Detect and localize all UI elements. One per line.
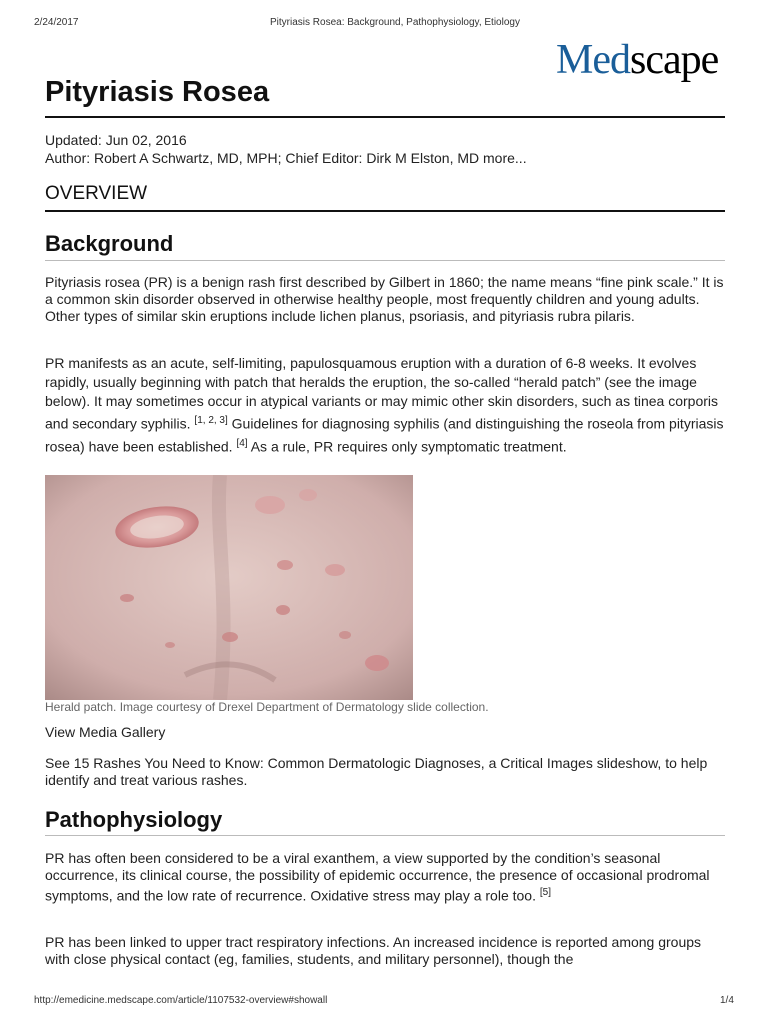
- background-paragraph-2: [45, 354, 725, 456]
- reference-link[interactable]: [5]: [539, 887, 551, 898]
- background-heading: Background: [45, 231, 174, 256]
- background-paragraph-3: See 15 Rashes You Need to Know: Common Dermatologic Diagnoses, a Critical Images slideshow, to help identify and treat various rashes.: [45, 755, 708, 788]
- paragraph-2-text-b: Guidelines for diagnosing syphilis (and distinguishing the roseola from pityriasis rosea) have been established.: [45, 415, 724, 455]
- pathophysiology-text-1: PR has often been considered to be a viral exanthem, a view supported by the condition’s seasonal occurrence, its clinical course, the possibility of epidemic occurrence, the presence of occasional prodromal symptoms, and the low rate of recurrence. Oxidative stress may play a role too.: [45, 850, 710, 904]
- image-caption: Herald patch. Image courtesy of Drexel Department of Dermatology slide collection.: [45, 700, 489, 714]
- print-date: 2/24/2017: [34, 17, 79, 28]
- pathophysiology-paragraph-1: [45, 850, 725, 905]
- background-paragraph-1: Pityriasis rosea (PR) is a benign rash first described by Gilbert in 1860; the name means “fine pink scale.” It is a common skin disorder observed in otherwise healthy people, most frequently children and young adults. Other types of similar skin eruptions include lichen planus, psoriasis, and pityriasis rubra pilaris.: [45, 274, 724, 324]
- print-title: Pityriasis Rosea: Background, Pathophysiology, Etiology: [270, 17, 520, 28]
- medscape-logo[interactable]: [556, 38, 718, 82]
- herald-patch-image[interactable]: [45, 475, 413, 700]
- paragraph-2-text-a: PR manifests as an acute, self-limiting, papulosquamous eruption with a duration of 6-8 weeks. It evolves rapidly, usually beginning with patch that heralds the eruption, the so-called “herald patch” (see the image below). It may sometimes occur in atypical variants or may mimic other skin disorders, such as tinea corporis and secondary syphilis.: [45, 355, 719, 432]
- updated-date: Updated: Jun 02, 2016: [45, 132, 187, 148]
- author-line[interactable]: Author: Robert A Schwartz, MD, MPH; Chief Editor: Dirk M Elston, MD more...: [45, 150, 527, 166]
- overview-heading: OVERVIEW: [45, 183, 148, 204]
- logo-scape: scape: [630, 37, 719, 83]
- background-rule: [45, 260, 725, 261]
- pathophysiology-paragraph-2: PR has been linked to upper tract respiratory infections. An increased incidence is reported among groups with close physical contact (eg, families, students, and military personnel), though the: [45, 934, 702, 967]
- footer-url: http://emedicine.medscape.com/article/1107532-overview#showall: [34, 995, 328, 1006]
- overview-rule: [45, 210, 725, 212]
- logo-med: Med: [556, 37, 630, 83]
- reference-link[interactable]: [4]: [236, 437, 248, 449]
- pathophysiology-rule: [45, 835, 725, 836]
- pathophysiology-heading: Pathophysiology: [45, 807, 223, 832]
- view-media-gallery-link[interactable]: View Media Gallery: [45, 724, 166, 740]
- page-title: Pityriasis Rosea: [45, 76, 270, 108]
- title-rule: [45, 116, 725, 118]
- reference-link[interactable]: [1, 2, 3]: [194, 415, 228, 426]
- paragraph-2-text-c: As a rule, PR requires only symptomatic treatment.: [250, 438, 567, 455]
- page-number: 1/4: [720, 995, 734, 1006]
